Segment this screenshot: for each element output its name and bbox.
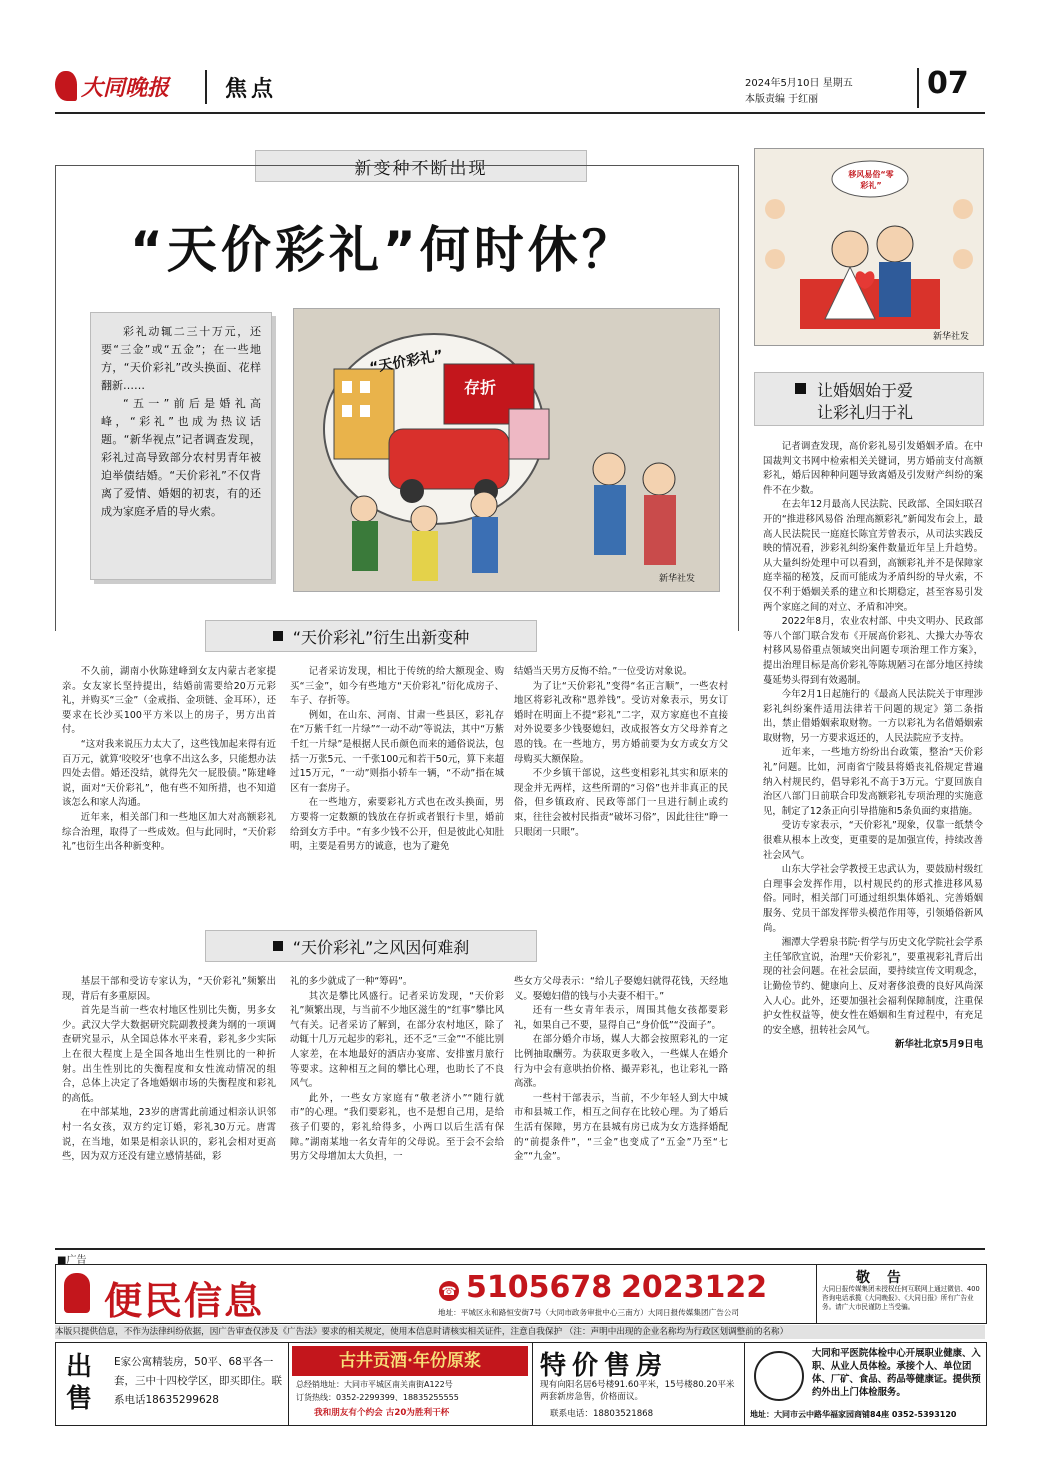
- cartoon-credit: 新华社发: [659, 574, 696, 584]
- body-paragraph: 礼的多少就成了一种“筹码”。: [290, 976, 413, 987]
- body-paragraph: 首先是当前一些农村地区性别比失衡，男多女少。武汉大学大数据研究院副教授龚为纲的一项调查研究显示，从全国总体水平来看，彩礼多少实际上在很大程度上是全国各地出生性别比的一种折射。出生性别比的失衡程度和女性流动情况的组合，总体上决定了各地婚姻市场的失衡程度和彩礼的高低。: [62, 1005, 276, 1104]
- liquor-ad: [292, 1346, 528, 1422]
- square-bullet-icon: [273, 941, 283, 951]
- phone-icon: ☎: [439, 1281, 459, 1301]
- body-paragraph: 在中部某地，23岁的唐霄此前通过相亲认识邻村一名女孩，双方约定订婚，彩礼30万元。唐霄说，在当地，如果是相亲认识的，彩礼会相对更高些，因为双方还没有建立感情基础，彩: [62, 1107, 276, 1163]
- section2-col2: [290, 975, 504, 1233]
- logo-text: 大同晚报: [81, 74, 170, 101]
- classified-divider: [744, 1343, 745, 1425]
- side-illustration: [754, 148, 984, 346]
- body-paragraph: 为了让“天价彩礼”变得“名正言顺”，一些农村地区将彩礼改称“恩养钱”。受访对象表示，男女订婚时在明面上不提“彩礼”二字，双方家庭也不直接对外说要多少钱娶媳妇，改成报答女方父母养育之恩的钱。在一些地方，男方婚前要为女方或女方父母购买大额保险。: [514, 680, 728, 765]
- body-paragraph: 记者采访发现，相比于传统的给大额现金、购买“三金”，如今有些地方“天价彩礼”衍化成房子、车子、存折等。: [290, 666, 504, 707]
- body-paragraph: 湘潭大学碧泉书院·哲学与历史文化学院社会学系主任邹欣宜说，治理“天价彩礼”，要重视彩礼背后出现的社会问题。在社会层面，要持续宣传文明观念，让勤俭节约、健康向上、反对奢侈浪费的良好风尚深入人心。此外，还要加强社会福利保障制度，注重保护女性权益等，使女性在婚姻和生育过程中，有充足的安全感，扭转社会风气。: [763, 937, 983, 1036]
- section2-title: “天价彩礼”之风因何难刹: [292, 937, 470, 957]
- liquor-title: 古井贡酒·年份原浆: [292, 1346, 528, 1376]
- body-paragraph: 不少乡镇干部说，这些变相彩礼其实和原来的现金并无两样，这些所谓的“习俗”也并非真正的民俗，但乡镇政府、民政等部门一旦进行制止或约束，往往会被村民指责“破坏习俗”，因此往往“睁一只眼闭一只眼”。: [514, 768, 728, 838]
- body-paragraph: 还有一些女青年表示，周围其他女孩都要彩礼，如果自己不要，显得自己“身价低”“没面子”。: [514, 1005, 728, 1031]
- cartoon-drawing: [294, 309, 719, 591]
- date-line: 2024年5月10日 星期五: [745, 78, 853, 89]
- section2-col1: [62, 975, 276, 1233]
- section1-col3: [514, 665, 728, 915]
- house-title: 特价售房: [540, 1351, 669, 1381]
- logo-flame-icon: [55, 71, 77, 101]
- notice-title: 敬 告: [856, 1270, 907, 1286]
- banner-ad: [55, 1264, 987, 1324]
- body-paragraph: 在一些地方，索要彩礼方式也在改头换面，男方要将一定数额的钱放在存折或者银行卡里，婚前给到女方手中。“有多少钱不公开，但是彼此心知肚明，主要是看男方的诚意，也为了避免: [290, 797, 504, 853]
- cartoon-box-label: 存折: [464, 378, 497, 397]
- body-paragraph: 其次是攀比风盛行。记者采访发现，“天价彩礼”频繁出现，与当前不少地区滋生的“红事”攀比风气有关。记者采访了解到，在部分农村地区，除了动辄十几万元起步的彩礼，还不乏“三金”“不能比别人家差，在本地最好的酒店办宴席、安排蜜月旅行等要求。这种相互之间的攀比心理，也助长了不良风气。: [290, 990, 504, 1090]
- body-paragraph: 记者调查发现，高价彩礼易引发婚姻矛盾。在中国裁判文书网中检索相关关键词，男方婚前支付高额彩礼，婚后因种种问题导致离婚及引发财产纠纷的案件不在少数。: [763, 441, 983, 496]
- section1-col1: [62, 665, 276, 915]
- masthead-rule: [55, 112, 985, 114]
- body-paragraph: 例如，在山东、河南、甘肃一些县区，彩礼存在“万紫千红一片绿”“一动不动”等说法，其中“万紫千红一片绿”是根据人民币颜色而来的通俗说法，包括一万张5元、一千张100元和若干50元，算下来超过15万元，“一动”则指小轿车一辆，“不动”指在城区有一套房子。: [290, 709, 504, 794]
- clinic-address: 地址：大同市云中路华福家园商铺84座 0352-5393120: [750, 1410, 957, 1419]
- body-paragraph: 今年2月1日起施行的《最高人民法院关于审理涉彩礼纠纷案件适用法律若干问题的规定》第二条指出，禁止借婚姻索取财物。一方以彩礼为名借婚姻索取财物，另一方要求返还的，人民法院应予支持。: [763, 689, 983, 744]
- person-icon: [64, 1273, 90, 1313]
- cartoon-bubble-text: “天价彩礼”: [368, 347, 445, 377]
- section2-col3: [514, 975, 728, 1233]
- clinic-text: 大同和平医院体检中心开展职业健康、入职、从业人员体检。承接个人、单位团体、厂矿、食品、药品等健康证。提供预约外出上门体检服务。: [812, 1348, 981, 1398]
- kicker: 新变种不断出现: [354, 158, 488, 179]
- banner-title: 便民信息: [104, 1279, 265, 1323]
- body-paragraph: 些女方父母表示：“给儿子娶媳妇就得花钱，天经地义。娶媳妇借的钱与小夫妻不相干。”: [514, 976, 728, 1002]
- byline: 新华社北京5月9日电: [894, 1039, 983, 1051]
- body-paragraph: 近年来，相关部门和一些地区加大对高额彩礼综合治理，取得了一些成效。但与此同时，“天价彩礼”也衍生出各种新变种。: [62, 811, 276, 853]
- body-paragraph: 一些村干部表示，当前，不少年轻人到大中城市和县城工作，相互之间存在比较心理。为了婚后生活有保障，男方在县城有房已成为女方选择婚配的“前提条件”，“三金”也变成了“五金”乃至“七金”“九金”。: [514, 1092, 728, 1163]
- notice-text: 大同日报传媒集团未授权任何互联网上通过微信、400咨询电话承揽《大同晚报》、《大同日报》所有广告业务。请广大市民谨防上当受骗。: [822, 1285, 980, 1311]
- phone-number-2: 2023122: [621, 1270, 768, 1305]
- side-illustration-sign: 移风易俗“零彩礼”: [848, 170, 894, 190]
- editor-line: 本版责编 于红丽: [745, 94, 819, 105]
- house-phone: 联系电话：18803521868: [550, 1409, 654, 1419]
- liquor-phone: 订货热线：0352-2299399、18835255555: [296, 1393, 459, 1402]
- body-paragraph: 基层干部和受访专家认为，“天价彩礼”频繁出现，背后有多重原因。: [62, 976, 276, 1002]
- ad-top-rule: [55, 1248, 985, 1250]
- banner-divider: [816, 1265, 817, 1323]
- body-paragraph: 此外，一些女方家庭有“敬老济小”“随行就市”的心理。“我们要彩礼，也不是想自己用，是给孩子们要的，彩礼给得多，小两口以后生活有保障。”湖南某地一名女青年的父母说。至于会不会给男方父母增加太大负担，一: [290, 1092, 504, 1163]
- lead-paragraph-1: 彩礼动辄二三十万元，还要“三金”或“五金”；在一些地方，“天价彩礼”改头换面、花样翻新……: [101, 325, 261, 392]
- section2-heading: [205, 930, 537, 962]
- section1-col2: [290, 665, 504, 915]
- section1-title: “天价彩礼”衍生出新变种: [292, 627, 470, 647]
- sidebar-body: [763, 440, 983, 1230]
- body-paragraph: 结婚当天男方反悔不给。”一位受访对象说。: [514, 666, 693, 677]
- body-paragraph: 山东大学社会学教授王忠武认为，要鼓励村级红白理事会发挥作用，以村规民约的形式推进移风易俗。同时，相关部门可通过组织集体婚礼、完善婚姻服务、党员干部发挥带头模范作用等，引领婚俗新风尚。: [763, 864, 983, 934]
- body-paragraph: 受访专家表示，“天价彩礼”现象，仅靠一纸禁令很难从根本上改变，更重要的是加强宣传，持续改善社会风气。: [763, 820, 983, 861]
- body-paragraph: 在去年12月最高人民法院、民政部、全国妇联召开的“推进移风易俗 治理高额彩礼”新闻发布会上，最高人民法院民一庭庭长陈宜芳曾表示，从司法实践反映的情况看，涉彩礼纠纷案件数量近年呈上升趋势。从大量纠纷处理中可以看到，高额彩礼并不是保障家庭幸福的秘笈，反而可能成为矛盾纠纷的导火索，不仅不利于婚姻关系的建立和长期稳定，甚至容易引发两个家庭之间的对立、矛盾和冲突。: [763, 499, 983, 613]
- newspaper-logo: [55, 66, 187, 106]
- body-paragraph: 不久前，湖南小伙陈建峰到女友内蒙古老家提亲。女友家长坚持提出，结婚前需要给20万元彩礼，并购买“三金”（金戒指、金项链、金耳环），还要求在长沙买100平方米以上的房子，男方出首付。: [62, 666, 276, 736]
- body-paragraph: 2022年8月，农业农村部、中央文明办、民政部等八个部门联合发布《开展高价彩礼、大操大办等农村移风易俗重点领域突出问题专项治理工作方案》，提出治理目标是高价彩礼等陈规陋习在部分地区持续蔓延势头得到有效遏制。: [763, 616, 983, 686]
- hospital-logo-icon: [754, 1351, 804, 1401]
- page-number: 07: [927, 66, 969, 101]
- sale-label: 出售: [66, 1352, 93, 1414]
- ad-label: ■广告: [57, 1255, 87, 1266]
- body-paragraph: 近年来，一些地方纷纷出台政策，整治“天价彩礼”问题。比如，河南省宁陵县将婚丧礼俗规定普遍纳入村规民约，倡导彩礼不高于3万元。宁夏回族自治区八部门日前联合印发高额彩礼专项治理的实施意见，制定了12条正向引导措施和5条负面约束措施。: [763, 747, 983, 817]
- body-paragraph: 在部分婚介市场，媒人大都会按照彩礼的一定比例抽取酬劳。为获取更多收入，一些媒人在婚介行为中会有意哄抬价格、撮弄彩礼，也让彩礼一路高涨。: [514, 1034, 728, 1090]
- headline: “天价彩礼”何时休？: [130, 221, 636, 279]
- section-name: 焦点: [225, 77, 278, 102]
- liquor-dist: 总经销地址：大同市平城区南关南街A122号: [296, 1380, 453, 1389]
- classified-divider: [532, 1343, 533, 1425]
- page-divider: [917, 68, 919, 108]
- house-text: 现有向阳名居6号楼91.60平米，15号楼80.20平米两套新房急售，价格面议。: [540, 1380, 735, 1402]
- banner-address: 地址：平城区永和路恒安街7号（大同市政务审批中心三南方）大同日报传媒集团广告公司: [438, 1308, 739, 1317]
- body-paragraph: “这对我来说压力太大了，这些钱加起来得有近百万元，就算‘咬咬牙’也拿不出这么多，只能想办法四处去借。婚还没结，就得先欠一屁股债。”陈建峰说，面对“天价彩礼”，他有些不知所措，也不知道该怎么和家人沟通。: [62, 738, 276, 809]
- sale-text: E家公寓精装房，50平、68平各一套，三中十四校学区，即买即住。联系电话18635299628: [114, 1356, 282, 1406]
- classified-row: [55, 1342, 987, 1426]
- lead-box: [90, 312, 272, 580]
- masthead-divider: [205, 70, 207, 104]
- square-bullet-icon: [273, 631, 283, 641]
- cartoon-illustration: [293, 308, 720, 592]
- masthead: [55, 62, 985, 114]
- liquor-slogan: 我和朋友有个约会 古20为胜利干杯: [314, 1408, 450, 1418]
- phone-number-1: 5105678: [466, 1270, 613, 1305]
- sidebar-title-line2: 让彩礼归于礼: [817, 403, 914, 422]
- disclaimer-bar: 本版只提供信息，不作为法律纠纷依据，因广告审查仅涉及《广告法》要求的相关规定，使用本信息时请核实相关证件，注意自我保护 （注：声明中出现的企业名称均为行政区划调整前的名称）: [55, 1325, 985, 1339]
- lead-paragraph-2: “五一”前后是婚礼高峰，“彩礼”也成为热议话题。“新华视点”记者调查发现，彩礼过高导致部分农村男青年被迫举债结婚。“天价彩礼”不仅背离了爱情、婚姻的初衷，有的还成为家庭矛盾的导火索。: [101, 397, 261, 518]
- sidebar-title-line1: 让婚姻始于爱: [817, 381, 914, 400]
- classified-divider: [288, 1343, 289, 1425]
- section1-heading: [205, 620, 537, 652]
- sidebar-heading: [754, 372, 984, 426]
- square-bullet-icon: [795, 383, 806, 394]
- side-illustration-credit: 新华社发: [933, 332, 970, 342]
